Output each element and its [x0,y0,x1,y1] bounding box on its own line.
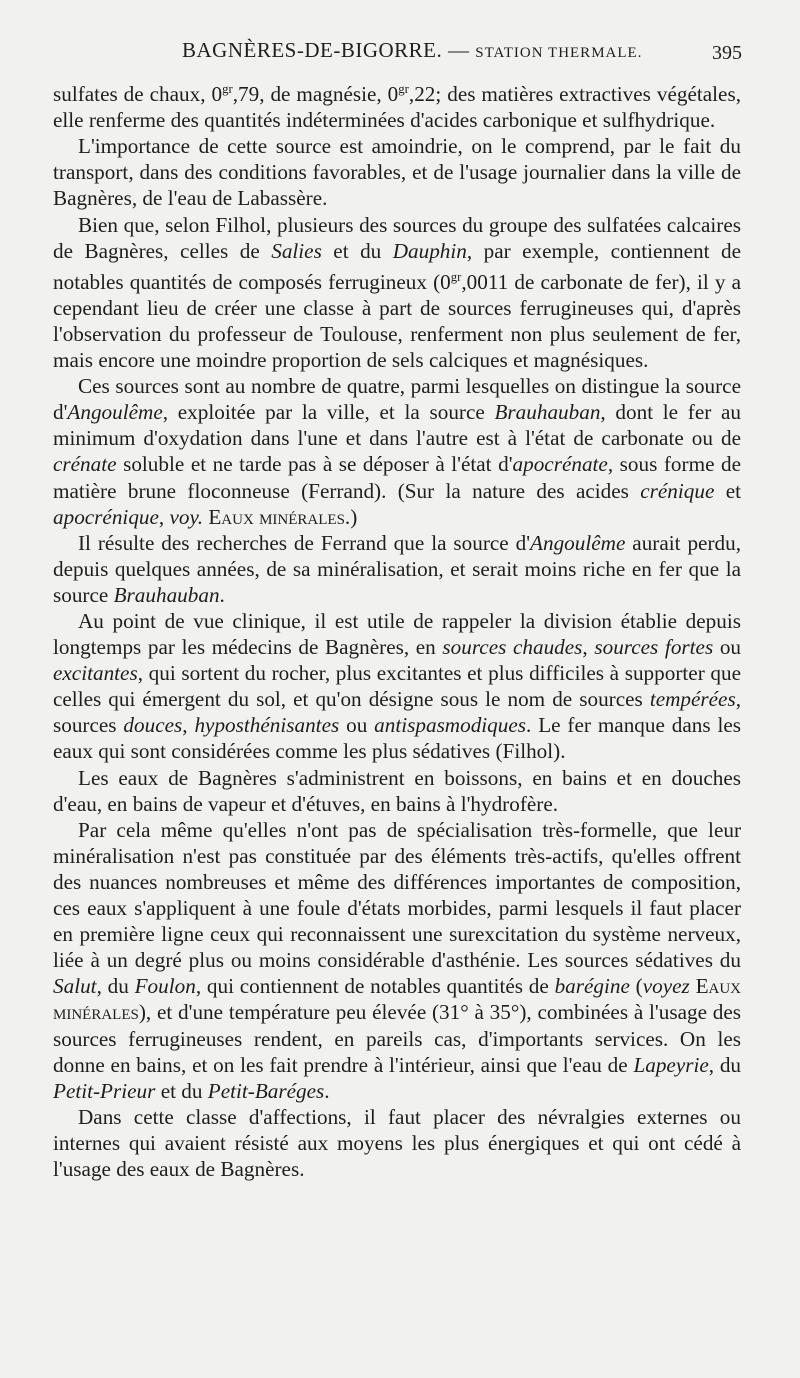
italic-term: sources chaudes [442,635,583,660]
unit-superscript: gr [450,269,462,284]
italic-term: voyez [642,974,690,999]
italic-term: apocrénate [512,452,608,477]
text-run: , du [96,974,135,999]
paragraph [53,373,741,530]
italic-term: crénique [640,478,715,503]
text-run: ou [339,713,375,738]
paragraph [53,608,741,765]
italic-term: excitantes [53,661,138,686]
text-run: Bien que, selon Filhol, plusieurs des sources du groupe des sulfatées calcaires de Bagnères, celles de [53,212,741,263]
text-run: , sous forme de matière brune floconneuse (Ferrand). (Sur la nature des acides [53,452,741,503]
paragraph [53,212,741,374]
text-run: Dans cette classe d'affections, il faut placer des névralgies externes ou internes qui avaient résisté aux moyens les plus énergiques et qui ont cédé à l'usage des eaux de Bagnères. [53,1104,741,1181]
text-run: , [582,635,595,660]
italic-term: Brauhauban [494,400,601,425]
italic-term: apocrénique [53,504,159,529]
paragraph [53,76,741,133]
text-run: ,79, de magnésie, 0 [232,82,399,107]
unit-superscript: gr [222,82,233,96]
italic-term: Lapeyrie [633,1052,709,1077]
italic-term: Salut [53,974,97,999]
text-run: soluble et ne tarde pas à se déposer à l'état d' [116,452,513,477]
small-caps-reference: Eaux minérales [208,504,345,529]
header-subtitle: STATION THERMALE. [475,45,643,61]
running-header [52,38,742,72]
text-run: Les eaux de Bagnères s'administrent en boissons, en bains et en douches d'eau, en bains de vapeur et d'étuves, en bains à l'hydrofère. [53,765,741,816]
italic-term: voy. [169,504,204,529]
italic-term: Petit-Prieur [53,1078,156,1103]
italic-term: Petit-Baréges [207,1078,325,1103]
text-run: et du [321,238,393,263]
paragraph [53,530,741,608]
italic-term: Angoulême [530,530,626,555]
italic-term: Angoulême [67,400,163,425]
text-run: , du [708,1052,742,1077]
text-run: , dont le fer au minimum d'oxydation dans l'une et dans l'autre est à l'état de carbonate ou de [53,400,741,451]
text-run: ), et d'une température peu élevée (31° à 35°), combinées à l'usage des sources ferrugineuses rendent, en pareils cas, d'importants services. On les donne en bains, et on les fait prendre à l'intérieur, ainsi que l'eau de [53,1000,741,1077]
italic-term: crénate [53,452,117,477]
paragraph [53,133,741,211]
paragraph [53,817,741,1104]
paragraph [53,1104,741,1182]
text-run: ,22; des matières extractives végétales, elle renferme des quantités indéterminées d'acides carbonique et sulfhydrique. [53,82,742,133]
text-run: , [182,713,195,738]
text-run: . [324,1078,330,1103]
italic-term: Dauphin [392,238,467,263]
text-run: Il résulte des recherches de Ferrand que la source d' [78,530,531,555]
text-run: sulfates de chaux, 0 [53,82,223,107]
text-run: aurait perdu, depuis quelques années, de sa minéralisation, et serait moins riche en fer que la source [53,530,741,607]
italic-term: Foulon [134,974,196,999]
text-run: , par exemple, contiennent de notables quantités de composés ferrugineux (0 [53,238,741,294]
text-run: , exploitée par la ville, et la source [162,400,495,425]
text-run: Par cela même qu'elles n'ont pas de spécialisation très-formelle, que leur minéralisation n'est pas constituée par des éléments très-actifs, qu'elles offrent des nuances nombreuses et même des différences importantes de composition, ces eaux s'appliquent à une foule d'états morbides, parmi lesquels il faut placer en première ligne ceux qui reconnaissent une surexcitation du système nerveux, liée à un degré plus ou moins considérable d'asthénie. Les sources sédatives du [53,817,741,973]
italic-term: antispasmodiques [374,713,527,738]
small-caps-reference: Eaux minérales [53,974,742,1025]
text-run: . Le fer manque dans les eaux qui sont considérées comme les plus sédatives (Filhol). [53,713,742,764]
header-title: BAGNÈRES-DE-BIGORRE. [182,38,443,62]
paragraph [53,765,741,817]
italic-term: Brauhauban [113,582,220,607]
unit-superscript: gr [398,82,409,96]
text-run: Au point de vue clinique, il est utile de rappeler la division établie depuis longtemps par les médecins de Bagnères, en [53,609,741,660]
text-run: ou [713,635,742,660]
text-run: Ces sources sont au nombre de quatre, parmi lesquelles on distingue la source d' [53,374,741,425]
italic-term: Salies [271,238,322,263]
text-run: et [714,478,742,503]
italic-term: tempérées [649,687,736,712]
text-run: .) [344,504,358,529]
italic-term: douces [123,713,183,738]
text-run: ( [629,974,643,999]
body-text [53,76,741,1182]
header-separator: — [448,38,470,62]
text-run: , sources [53,687,741,738]
page-number: 395 [712,42,742,64]
text-run: . [219,582,225,607]
italic-term: hyposthénisantes [194,713,340,738]
text-run: et du [155,1078,208,1103]
text-run: , qui sortent du rocher, plus excitantes et plus difficiles à supporter que celles qui émergent du sol, et qu'on désigne sous le nom de sources [53,661,741,712]
text-run: L'importance de cette source est amoindrie, on le comprend, par le fait du transport, dans des conditions favorables, et de l'usage journalier dans la ville de Bagnères, de l'eau de Labassère. [53,134,741,211]
text-run: , qui contiennent de notables quantités de [195,974,555,999]
italic-term: sources fortes [594,635,714,660]
italic-term: barégine [554,974,630,999]
text-run: , [158,504,170,529]
text-run: ,0011 de carbonate de fer), il y a cependant lieu de créer une classe à part de sources ferrugineuses qui, d'après l'observation du professeur de Toulouse, renferment non plus seulement de fer, mais encore une moindre proportion de sels calciques et magnésiques. [53,269,742,373]
running-title [182,38,642,63]
